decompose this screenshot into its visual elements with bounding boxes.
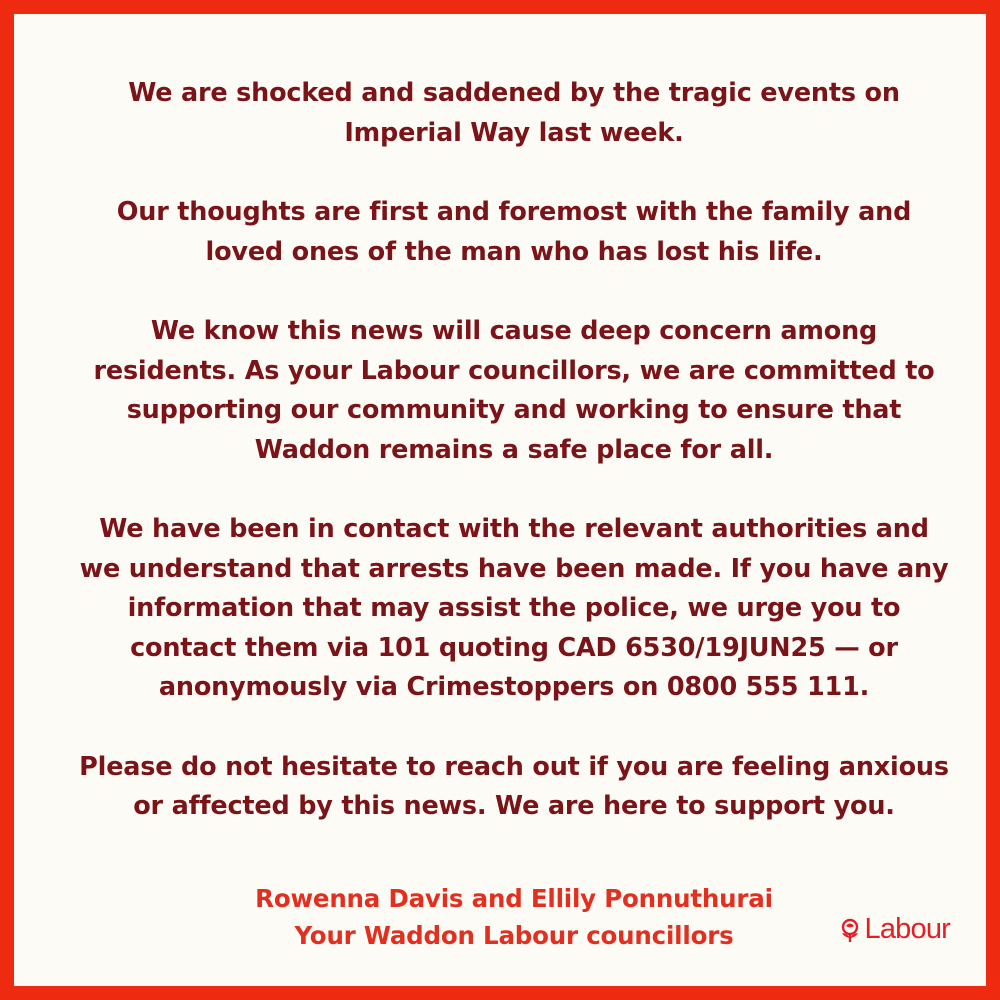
signoff <box>74 880 954 954</box>
statement-body <box>74 74 954 867</box>
paragraph-police-contact: We have been in contact with the relevant authorities and we understand that arrests have been made. If you have any information that may assist the police, we urge you to contact them via 101 quoting CAD 6530/19JUN25 — or anonymously via Crimestoppers on 0800 555 111. <box>79 514 949 702</box>
signoff-role: Your Waddon Labour councillors <box>294 921 734 950</box>
paragraph-shocked: We are shocked and saddened by the tragic events on Imperial Way last week. <box>128 78 900 148</box>
paragraph-concern: We know this news will cause deep concern among residents. As your Labour councillors, we are committed to supporting our community and working to ensure that Waddon remains a safe place for all. <box>93 316 935 465</box>
rose-icon <box>837 917 863 943</box>
paragraph-thoughts: Our thoughts are first and foremost with the family and loved ones of the man who has lost his life. <box>116 197 912 267</box>
logo-wordmark: Labour <box>864 913 950 945</box>
signoff-names: Rowenna Davis and Ellily Ponnuthurai <box>255 884 773 913</box>
labour-logo <box>837 913 951 946</box>
paragraph-support: Please do not hesitate to reach out if you are feeling anxious or affected by this news. We are here to support you. <box>79 751 949 821</box>
